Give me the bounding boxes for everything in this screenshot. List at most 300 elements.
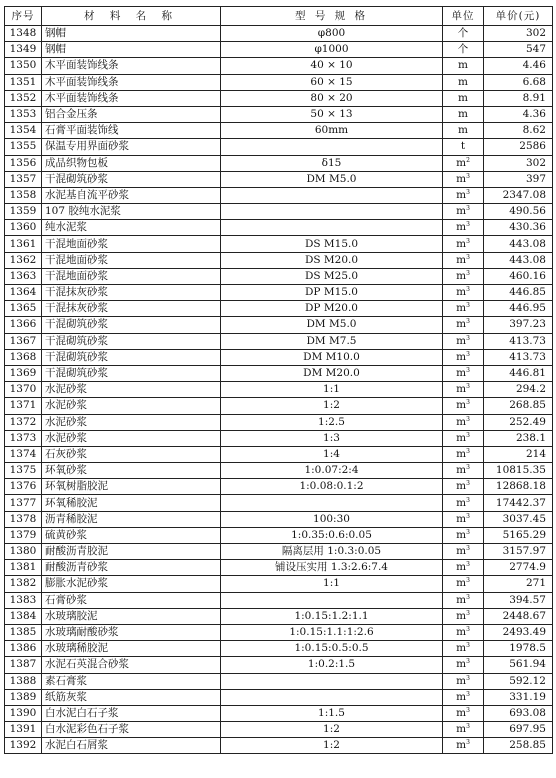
row-unit-cell: 个 (443, 26, 484, 42)
row-name-cell: 水泥白石屑浆 (42, 738, 221, 754)
row-spec-cell: 1:0.08:0.1:2 (221, 479, 443, 495)
row-price-cell: 413.73 (484, 333, 553, 349)
unit-exponent: 3 (466, 706, 470, 714)
row-unit-cell: t (443, 139, 484, 155)
row-no-cell: 1362 (5, 252, 42, 268)
row-unit-cell: $m^3$ (443, 285, 484, 301)
row-no-cell: 1363 (5, 268, 42, 284)
header-name: 材 料 名 称 (42, 7, 221, 26)
row-spec-cell: 1:0.07:2:4 (221, 463, 443, 479)
row-name-cell: 纸筋灰浆 (42, 689, 221, 705)
row-no-cell: 1364 (5, 285, 42, 301)
row-name-cell: 水泥砂浆 (42, 398, 221, 414)
unit-exponent: 3 (466, 577, 470, 585)
table-row (5, 123, 553, 139)
row-name-cell: 干混地面砂浆 (42, 268, 221, 284)
unit-exponent: 3 (466, 674, 470, 682)
row-spec-cell (221, 495, 443, 511)
row-spec-cell (221, 187, 443, 203)
row-unit-cell: $m^3$ (443, 382, 484, 398)
row-name-cell: 干混地面砂浆 (42, 252, 221, 268)
unit-exponent: 3 (466, 739, 470, 747)
unit-exponent: 3 (466, 690, 470, 698)
row-price-cell: 547 (484, 42, 553, 58)
row-price-cell: 446.81 (484, 365, 553, 381)
unit-exponent: 3 (466, 318, 470, 326)
row-spec-cell: 1:2 (221, 722, 443, 738)
row-price-cell: 302 (484, 155, 553, 171)
unit-exponent: 3 (466, 367, 470, 375)
row-spec-cell: DS M15.0 (221, 236, 443, 252)
row-no-cell: 1354 (5, 123, 42, 139)
unit-exponent: 2 (466, 156, 470, 164)
header-unit: 单位 (443, 7, 484, 26)
row-spec-cell: DM M10.0 (221, 349, 443, 365)
row-price-cell: 258.85 (484, 738, 553, 754)
row-name-cell: 干混砌筑砂浆 (42, 365, 221, 381)
row-unit-cell: $m^3$ (443, 430, 484, 446)
row-name-cell: 水泥砂浆 (42, 430, 221, 446)
table-row (5, 26, 553, 42)
table-row (5, 624, 553, 640)
row-name-cell: 干混砌筑砂浆 (42, 349, 221, 365)
unit-exponent: 3 (466, 334, 470, 342)
row-no-cell: 1357 (5, 171, 42, 187)
table-row (5, 592, 553, 608)
row-unit-cell: 个 (443, 42, 484, 58)
row-price-cell: 10815.35 (484, 463, 553, 479)
row-price-cell: 214 (484, 446, 553, 462)
row-price-cell: 12868.18 (484, 479, 553, 495)
row-no-cell: 1356 (5, 155, 42, 171)
table-row (5, 511, 553, 527)
row-name-cell: 环氧稀胶泥 (42, 495, 221, 511)
row-price-cell: 413.73 (484, 349, 553, 365)
row-name-cell: 沥青稀胶泥 (42, 511, 221, 527)
table-row (5, 187, 553, 203)
unit-exponent: 3 (466, 302, 470, 310)
row-no-cell: 1376 (5, 479, 42, 495)
row-name-cell: 素石膏浆 (42, 673, 221, 689)
table-row (5, 252, 553, 268)
row-no-cell: 1358 (5, 187, 42, 203)
row-unit-cell: $m^3$ (443, 236, 484, 252)
row-spec-cell: 1:2 (221, 398, 443, 414)
row-unit-cell: $m^3$ (443, 414, 484, 430)
table-row (5, 301, 553, 317)
row-spec-cell: DP M15.0 (221, 285, 443, 301)
unit-exponent: 3 (466, 383, 470, 391)
row-no-cell: 1353 (5, 106, 42, 122)
row-name-cell: 水玻璃耐酸砂浆 (42, 624, 221, 640)
row-no-cell: 1355 (5, 139, 42, 155)
table-row (5, 171, 553, 187)
row-no-cell: 1368 (5, 349, 42, 365)
row-price-cell: 397.23 (484, 317, 553, 333)
row-no-cell: 1387 (5, 657, 42, 673)
header-spec: 型 号 规 格 (221, 7, 443, 26)
table-row (5, 689, 553, 705)
row-spec-cell: 铺设压实用 1.3:2.6:7.4 (221, 560, 443, 576)
row-no-cell: 1392 (5, 738, 42, 754)
row-no-cell: 1369 (5, 365, 42, 381)
row-spec-cell: 1:0.15:0.5:0.5 (221, 641, 443, 657)
row-unit-cell: $m^3$ (443, 398, 484, 414)
row-unit-cell: $m^3$ (443, 365, 484, 381)
row-price-cell: 268.85 (484, 398, 553, 414)
unit-exponent: 3 (466, 528, 470, 536)
row-spec-cell: 1:1.5 (221, 705, 443, 721)
unit-exponent: 3 (466, 593, 470, 601)
row-spec-cell: 60mm (221, 123, 443, 139)
row-price-cell: 592.12 (484, 673, 553, 689)
row-no-cell: 1389 (5, 689, 42, 705)
row-spec-cell (221, 689, 443, 705)
row-name-cell: 钢帽 (42, 42, 221, 58)
row-spec-cell: 1:4 (221, 446, 443, 462)
row-name-cell: 钢帽 (42, 26, 221, 42)
row-price-cell: 302 (484, 26, 553, 42)
table-row (5, 560, 553, 576)
row-spec-cell: 1:2.5 (221, 414, 443, 430)
row-price-cell: 17442.37 (484, 495, 553, 511)
row-no-cell: 1372 (5, 414, 42, 430)
row-no-cell: 1375 (5, 463, 42, 479)
row-price-cell: 443.08 (484, 236, 553, 252)
table-row (5, 349, 553, 365)
row-name-cell: 干混砌筑砂浆 (42, 317, 221, 333)
row-price-cell: 2493.49 (484, 624, 553, 640)
table-row (5, 139, 553, 155)
table-row (5, 74, 553, 90)
row-name-cell: 干混砌筑砂浆 (42, 333, 221, 349)
row-name-cell: 保温专用界面砂浆 (42, 139, 221, 155)
table-row (5, 495, 553, 511)
row-price-cell: 2448.67 (484, 608, 553, 624)
table-row (5, 722, 553, 738)
row-unit-cell: $m^3$ (443, 204, 484, 220)
row-price-cell: 446.95 (484, 301, 553, 317)
unit-exponent: 3 (466, 626, 470, 634)
table-body (5, 26, 553, 754)
row-unit-cell: $m^3$ (443, 220, 484, 236)
table-row (5, 576, 553, 592)
unit-exponent: 3 (466, 658, 470, 666)
unit-exponent: 3 (466, 205, 470, 213)
row-name-cell: 干混砌筑砂浆 (42, 171, 221, 187)
row-no-cell: 1351 (5, 74, 42, 90)
row-name-cell: 成品织物包板 (42, 155, 221, 171)
unit-exponent: 3 (466, 431, 470, 439)
unit-exponent: 3 (466, 609, 470, 617)
row-unit-cell: $m^3$ (443, 333, 484, 349)
row-unit-cell: $m^3$ (443, 317, 484, 333)
table-row (5, 204, 553, 220)
row-unit-cell: $m^3$ (443, 301, 484, 317)
row-name-cell: 水泥砂浆 (42, 382, 221, 398)
row-price-cell: 4.36 (484, 106, 553, 122)
table-row (5, 479, 553, 495)
row-no-cell: 1379 (5, 527, 42, 543)
row-unit-cell: m (443, 58, 484, 74)
row-unit-cell: $m^3$ (443, 592, 484, 608)
table-row (5, 608, 553, 624)
row-unit-cell: $m^2$ (443, 155, 484, 171)
row-price-cell: 2586 (484, 139, 553, 155)
row-name-cell: 水泥基自流平砂浆 (42, 187, 221, 203)
row-spec-cell: DM M7.5 (221, 333, 443, 349)
row-no-cell: 1381 (5, 560, 42, 576)
table-row (5, 268, 553, 284)
row-spec-cell: DS M20.0 (221, 252, 443, 268)
table-row (5, 42, 553, 58)
row-name-cell: 木平面装饰线条 (42, 58, 221, 74)
row-name-cell: 干混地面砂浆 (42, 236, 221, 252)
table-row (5, 365, 553, 381)
table-row (5, 430, 553, 446)
table-row (5, 220, 553, 236)
table-row (5, 382, 553, 398)
row-name-cell: 石灰砂浆 (42, 446, 221, 462)
row-unit-cell: $m^3$ (443, 268, 484, 284)
row-spec-cell (221, 592, 443, 608)
row-price-cell: 294.2 (484, 382, 553, 398)
row-name-cell: 干混抹灰砂浆 (42, 285, 221, 301)
row-price-cell: 1978.5 (484, 641, 553, 657)
unit-exponent: 3 (466, 415, 470, 423)
unit-exponent: 3 (466, 512, 470, 520)
row-spec-cell: φ1000 (221, 42, 443, 58)
header-row (5, 7, 553, 26)
row-spec-cell: DM M20.0 (221, 365, 443, 381)
row-price-cell: 4.46 (484, 58, 553, 74)
row-no-cell: 1385 (5, 624, 42, 640)
table-row (5, 446, 553, 462)
unit-exponent: 3 (466, 221, 470, 229)
row-price-cell: 693.08 (484, 705, 553, 721)
row-name-cell: 木平面装饰线条 (42, 74, 221, 90)
row-price-cell: 331.19 (484, 689, 553, 705)
row-name-cell: 环氧砂浆 (42, 463, 221, 479)
row-spec-cell (221, 139, 443, 155)
row-name-cell: 白水泥彩色石子浆 (42, 722, 221, 738)
row-no-cell: 1390 (5, 705, 42, 721)
row-price-cell: 397 (484, 171, 553, 187)
row-price-cell: 430.36 (484, 220, 553, 236)
unit-exponent: 3 (466, 545, 470, 553)
row-name-cell: 白水泥白石子浆 (42, 705, 221, 721)
row-spec-cell: DP M20.0 (221, 301, 443, 317)
row-unit-cell: m (443, 90, 484, 106)
row-price-cell: 8.62 (484, 123, 553, 139)
row-no-cell: 1350 (5, 58, 42, 74)
row-price-cell: 252.49 (484, 414, 553, 430)
row-unit-cell: m (443, 74, 484, 90)
row-spec-cell: δ15 (221, 155, 443, 171)
row-unit-cell: $m^3$ (443, 608, 484, 624)
row-spec-cell: 1:2 (221, 738, 443, 754)
row-spec-cell: 1:0.35:0.6:0.05 (221, 527, 443, 543)
row-no-cell: 1391 (5, 722, 42, 738)
table-row (5, 527, 553, 543)
row-price-cell: 443.08 (484, 252, 553, 268)
row-no-cell: 1382 (5, 576, 42, 592)
row-unit-cell: $m^3$ (443, 544, 484, 560)
table-row (5, 657, 553, 673)
table-row (5, 317, 553, 333)
row-name-cell: 干混抹灰砂浆 (42, 301, 221, 317)
row-unit-cell: $m^3$ (443, 252, 484, 268)
row-spec-cell: 60 × 15 (221, 74, 443, 90)
row-spec-cell: DS M25.0 (221, 268, 443, 284)
unit-exponent: 3 (466, 447, 470, 455)
row-no-cell: 1384 (5, 608, 42, 624)
row-spec-cell: 1:0.15:1.1:1:2.6 (221, 624, 443, 640)
table-header (5, 7, 553, 26)
row-name-cell: 纯水泥浆 (42, 220, 221, 236)
row-name-cell: 木平面装饰线条 (42, 90, 221, 106)
row-name-cell: 耐酸沥青砂浆 (42, 560, 221, 576)
row-price-cell: 490.56 (484, 204, 553, 220)
row-spec-cell: 1:0.15:1.2:1.1 (221, 608, 443, 624)
row-name-cell: 膨胀水泥砂浆 (42, 576, 221, 592)
row-no-cell: 1360 (5, 220, 42, 236)
table-row (5, 544, 553, 560)
table-row (5, 333, 553, 349)
row-unit-cell: $m^3$ (443, 722, 484, 738)
row-unit-cell: $m^3$ (443, 495, 484, 511)
row-price-cell: 446.85 (484, 285, 553, 301)
row-no-cell: 1365 (5, 301, 42, 317)
row-no-cell: 1378 (5, 511, 42, 527)
table-row (5, 58, 553, 74)
unit-exponent: 3 (466, 237, 470, 245)
row-name-cell: 环氧树脂胶泥 (42, 479, 221, 495)
unit-exponent: 3 (466, 269, 470, 277)
row-unit-cell: $m^3$ (443, 641, 484, 657)
row-name-cell: 耐酸沥青胶泥 (42, 544, 221, 560)
row-unit-cell: $m^3$ (443, 511, 484, 527)
table-row (5, 285, 553, 301)
row-spec-cell: 隔离层用 1:0.3:0.05 (221, 544, 443, 560)
header-no: 序号 (5, 7, 42, 26)
row-price-cell: 2774.9 (484, 560, 553, 576)
row-price-cell: 8.91 (484, 90, 553, 106)
row-spec-cell (221, 204, 443, 220)
row-no-cell: 1374 (5, 446, 42, 462)
table-row (5, 673, 553, 689)
row-no-cell: 1388 (5, 673, 42, 689)
row-no-cell: 1370 (5, 382, 42, 398)
table-row (5, 705, 553, 721)
row-name-cell: 水玻璃胶泥 (42, 608, 221, 624)
row-price-cell: 3037.45 (484, 511, 553, 527)
unit-exponent: 3 (466, 253, 470, 261)
unit-exponent: 3 (466, 642, 470, 650)
row-spec-cell: 50 × 13 (221, 106, 443, 122)
unit-exponent: 3 (466, 723, 470, 731)
row-spec-cell: 80 × 20 (221, 90, 443, 106)
row-spec-cell (221, 220, 443, 236)
row-no-cell: 1380 (5, 544, 42, 560)
unit-exponent: 3 (466, 188, 470, 196)
table-row (5, 106, 553, 122)
table-row (5, 155, 553, 171)
row-unit-cell: $m^3$ (443, 705, 484, 721)
row-no-cell: 1377 (5, 495, 42, 511)
row-no-cell: 1386 (5, 641, 42, 657)
table-row (5, 641, 553, 657)
row-name-cell: 水玻璃稀胶泥 (42, 641, 221, 657)
row-name-cell: 铝合金压条 (42, 106, 221, 122)
row-spec-cell: 1:1 (221, 382, 443, 398)
price-list-page (4, 6, 552, 754)
table-row (5, 90, 553, 106)
material-price-table (4, 6, 553, 754)
row-unit-cell: $m^3$ (443, 560, 484, 576)
row-spec-cell: 1:3 (221, 430, 443, 446)
unit-exponent: 3 (466, 464, 470, 472)
row-no-cell: 1349 (5, 42, 42, 58)
row-no-cell: 1348 (5, 26, 42, 42)
row-spec-cell: 1:0.2:1.5 (221, 657, 443, 673)
unit-exponent: 3 (466, 561, 470, 569)
row-no-cell: 1366 (5, 317, 42, 333)
row-unit-cell: $m^3$ (443, 446, 484, 462)
row-name-cell: 石膏平面装饰线 (42, 123, 221, 139)
row-no-cell: 1367 (5, 333, 42, 349)
row-unit-cell: $m^3$ (443, 657, 484, 673)
row-name-cell: 硫黄砂浆 (42, 527, 221, 543)
row-spec-cell: DM M5.0 (221, 317, 443, 333)
row-price-cell: 238.1 (484, 430, 553, 446)
row-spec-cell: φ800 (221, 26, 443, 42)
row-spec-cell: 1:1 (221, 576, 443, 592)
row-name-cell: 107 胶纯水泥浆 (42, 204, 221, 220)
row-no-cell: 1361 (5, 236, 42, 252)
table-row (5, 414, 553, 430)
unit-exponent: 3 (466, 480, 470, 488)
row-unit-cell: $m^3$ (443, 349, 484, 365)
table-row (5, 463, 553, 479)
row-price-cell: 271 (484, 576, 553, 592)
row-no-cell: 1373 (5, 430, 42, 446)
unit-exponent: 3 (466, 399, 470, 407)
row-unit-cell: $m^3$ (443, 673, 484, 689)
row-spec-cell: 100:30 (221, 511, 443, 527)
table-row (5, 398, 553, 414)
row-spec-cell: 40 × 10 (221, 58, 443, 74)
row-unit-cell: $m^3$ (443, 624, 484, 640)
table-row (5, 738, 553, 754)
row-unit-cell: $m^3$ (443, 527, 484, 543)
row-unit-cell: $m^3$ (443, 689, 484, 705)
row-unit-cell: $m^3$ (443, 171, 484, 187)
row-no-cell: 1352 (5, 90, 42, 106)
row-price-cell: 394.57 (484, 592, 553, 608)
row-no-cell: 1359 (5, 204, 42, 220)
row-no-cell: 1383 (5, 592, 42, 608)
row-unit-cell: $m^3$ (443, 479, 484, 495)
row-price-cell: 697.95 (484, 722, 553, 738)
row-unit-cell: $m^3$ (443, 187, 484, 203)
row-unit-cell: m (443, 106, 484, 122)
row-name-cell: 水泥砂浆 (42, 414, 221, 430)
row-spec-cell (221, 673, 443, 689)
row-price-cell: 460.16 (484, 268, 553, 284)
row-unit-cell: $m^3$ (443, 576, 484, 592)
row-price-cell: 5165.29 (484, 527, 553, 543)
